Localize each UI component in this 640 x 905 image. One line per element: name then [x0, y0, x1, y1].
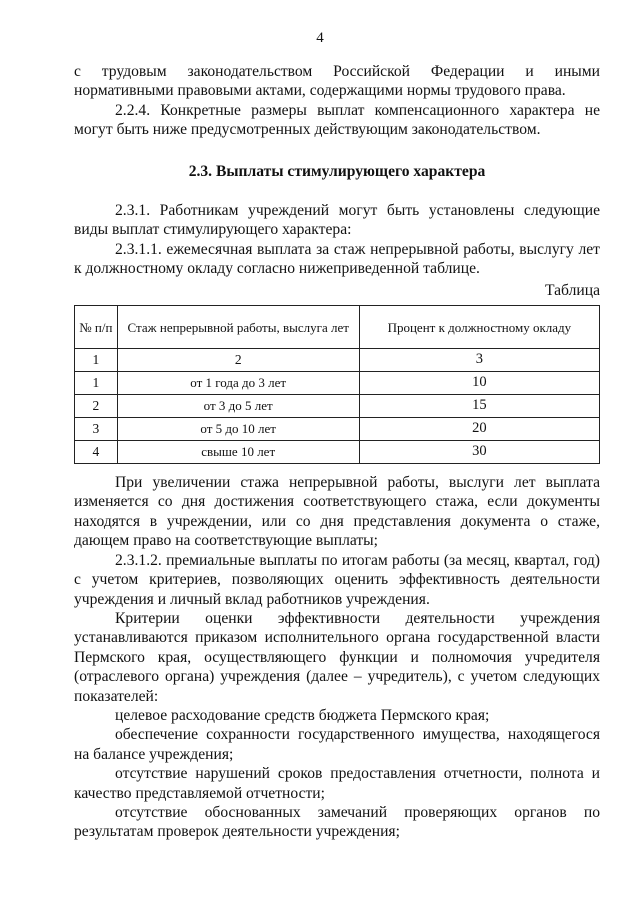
seniority-table	[74, 305, 600, 464]
table-header-row	[75, 306, 600, 349]
paragraph-2-3-1-1: 2.3.1.1. ежемесячная выплата за стаж непрерывной работы, выслугу лет к должностному окладу согласно нижеприведенной таблице.	[74, 240, 600, 278]
cell-pct: 10	[359, 372, 599, 395]
paragraph-2-3-1: 2.3.1. Работникам учреждений могут быть установлены следующие виды выплат стимулирующего характера:	[74, 202, 600, 239]
paragraph-2-3-1-2: 2.3.1.2. премиальные выплаты по итогам работы (за месяц, квартал, год) с учетом критериев, позволяющих оценить эффективность деятельности учреждения и личный вклад работников учреждения.	[74, 551, 600, 608]
paragraph-budget-use: целевое расходование средств бюджета Пермского края;	[115, 706, 490, 724]
header-pct: Процент к должностному окладу	[359, 306, 599, 349]
table-row	[75, 395, 600, 418]
table-row	[75, 349, 600, 372]
page-number: 4	[316, 30, 324, 46]
cell-stazh: 2	[117, 349, 359, 372]
cell-stazh: от 5 до 10 лет	[117, 418, 359, 441]
cell-num: 2	[75, 395, 118, 418]
paragraph-property-safety: обеспечение сохранности государственного имущества, находящегося на балансе учреждения;	[74, 726, 600, 763]
cell-num: 1	[75, 349, 118, 372]
header-num: № п/п	[75, 306, 118, 349]
paragraph-continuation: с трудовым законодательством Российской Федерации и иными нормативными правовыми актами, содержащими нормы трудового права.	[74, 63, 600, 100]
table-row	[75, 441, 600, 464]
cell-pct: 3	[359, 349, 599, 372]
section-heading: 2.3. Выплаты стимулирующего характера	[188, 162, 486, 180]
paragraph-seniority-change: При увеличении стажа непрерывной работы, выслуги лет выплата изменяется со дня достижения соответствующего стажа, если документы находятся в учреждении, или со дня представления документа о стаже, дающем право на соответствующие выплаты;	[74, 474, 600, 550]
table-row	[75, 372, 600, 395]
header-stazh: Стаж непрерывной работы, выслуга лет	[117, 306, 359, 349]
cell-stazh: свыше 10 лет	[117, 441, 359, 464]
cell-num: 1	[75, 372, 118, 395]
cell-stazh: от 3 до 5 лет	[117, 395, 359, 418]
table-caption: Таблица	[545, 281, 600, 299]
cell-num: 4	[75, 441, 118, 464]
paragraph-criteria: Критерии оценки эффективности деятельности учреждения устанавливаются приказом исполнительного органа государственной власти Пермского края, осуществляющего функции и полномочия учредителя (отраслевого органа) учреждения (далее – учредитель), с учетом следующих показателей:	[74, 609, 600, 705]
paragraph-2-2-4: 2.2.4. Конкретные размеры выплат компенсационного характера не могут быть ниже предусмотренных действующим законодательством.	[74, 101, 600, 139]
paragraph-reporting: отсутствие нарушений сроков предоставления отчетности, полнота и качество представляемой отчетности;	[74, 765, 600, 802]
cell-pct: 30	[359, 441, 599, 464]
paragraph-no-remarks: отсутствие обоснованных замечаний проверяющих органов по результатам проверок деятельности учреждения;	[74, 803, 600, 841]
cell-num: 3	[75, 418, 118, 441]
cell-pct: 20	[359, 418, 599, 441]
cell-stazh: от 1 года до 3 лет	[117, 372, 359, 395]
cell-pct: 15	[359, 395, 599, 418]
document-body	[74, 62, 600, 842]
table-row	[75, 418, 600, 441]
